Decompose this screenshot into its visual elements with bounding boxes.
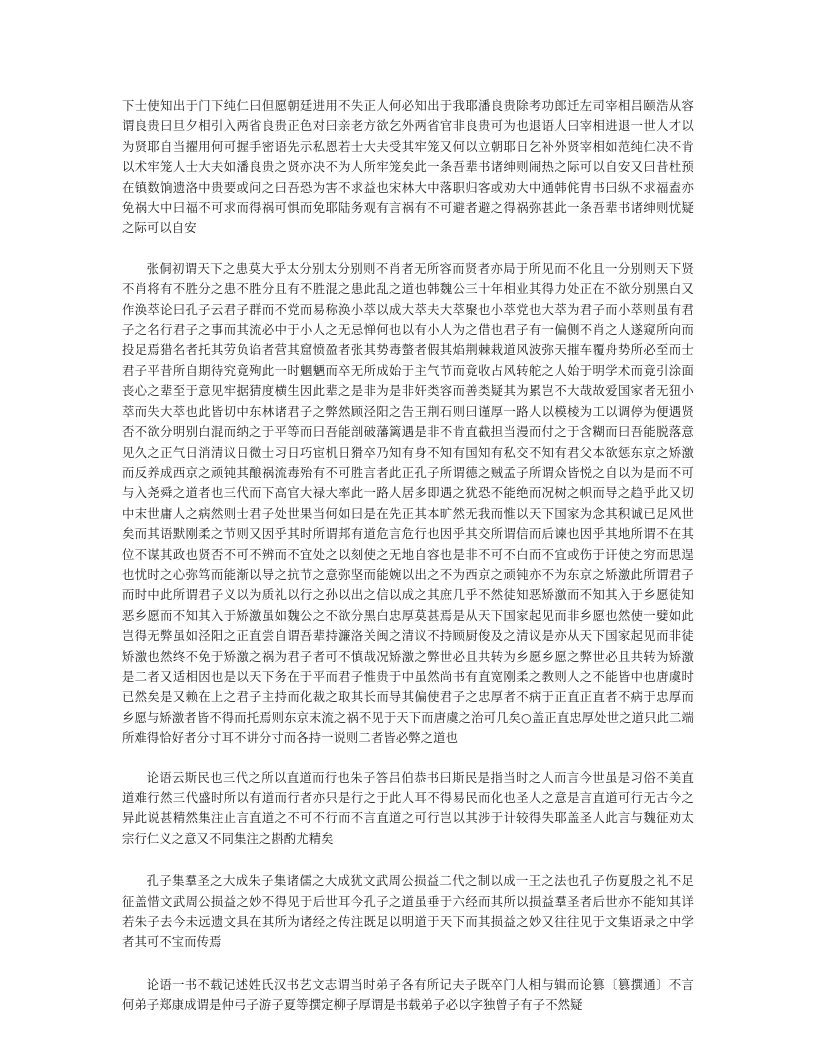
paragraph-1: 下士使知出于门下纯仁曰但愿朝廷进用不失正人何必知出于我耶潘良贵除考功郎迁左司宰相吕颐浩从容谓良贵曰旦夕相引入两省良贵正色对曰亲老方欲乞外两省官非良贵可为也退语人曰宰相进退一世人才以为贤耶自当擢用何可握手密语先示私恩若士大夫受其牢笼又何以立朝耶日乞补外贤宰相如范纯仁决不肯以术牢笼人士大夫如潘良贵之贤亦决不为人所牢笼矣此一条吾辈书诸绅则闹热之际可以自安又曰昔杜预在镇数饷遗洛中贵要或问之曰吾恐为害不求益也宋林大中落职归客或劝大中通韩侂胄书曰纵不求福盍亦免祸大中曰福不可求而得祸可惧而免耶陆务观有言祸有不可避者避之得祸弥甚此一条吾辈书诸绅则忧疑之际可以自安	[122, 99, 694, 236]
document-body	[122, 96, 694, 1016]
paragraph-3: 论语云斯民也三代之所以直道而行也朱子答吕伯恭书曰斯民是指当时之人而言今世虽是习俗不美直道难行然三代盛时所以有道而行者亦只是行之于此人耳不得易民而化也圣人之意是言直道可行无古今之异此说甚精然集注止言直道之不可不行而不言直道之可行岂以其涉于计较得失耶盖圣人此言与魏征劝太宗行仁义之意又不同集注之斟酌尤精矣	[122, 770, 694, 846]
paragraph-2: 张侗初谓天下之患莫大乎太分别太分别则不肖者无所容而贤者亦局于所见而不化且一分别则天下贤不肖将有不胜分之患不胜分且有不胜混之患此乱之道也韩魏公三十年相业其得力处正在不欲分别黑白又作涣萃论曰孔子云君子群而不党而易称涣小萃以成大萃夫大萃聚也小萃党也大萃为君子而小萃则虽有君子之名行君子之事而其流必中于小人之无忌惮何也以有小人为之借也君子有一偏侧不肖之人遂窥所向而投足焉猎名者托其劳负谄者营其窟愤盈者张其势毒螫者假其焰荆棘栽道风波弥天摧车覆舟势所必至而士君子平昔所自期待究竟殉此一时魍魉而卒无所成始于主气节而竟收占风转舵之人始于明学术而竟引涂面丧心之辈至于意见牢据猜度横生因此辈之是非为是非奸类容而善类疑其为累岂不大哉故爱国家者无狃小萃而失大萃也此皆切中东林诸君子之弊然顾泾阳之告王荆石则曰谨厚一路人以模棱为工以调停为便遇贤否不欲分明别白混而纳之于平等而曰吾能剖破藩篱遇是非不肯直截担当漫而付之于含糊而曰吾能脱落意见久之正气日消清议日微士习日巧宦机日猾卒乃知有身不知有国知有私交不知有君父本欲惩东京之矫激而反养成西京之顽钝其酿祸流毒殆有不可胜言者此正孔子所谓德之贼孟子所谓众皆悦之自以为是而不可与入尧舜之道者也三代而下高官大禄大率此一路人居多即遇之犹恐不能绝而况树之帜而导之趋乎此又切中末世庸人之病然则士君子处世果当何如曰是在先正其本旷然无我而惟以天下国家为念其积诚已足风世矣而其语默刚柔之节则又因乎其时所谓邦有道危言危行也因乎其交所谓信而后谏也因乎其地所谓不在其位不谋其政也贤否不可不辨而不宜处之以刻使之无地自容也是非不可不白而不宜或伤于讦使之穷而思逞也忧时之心弥笃而能渐以导之抗节之意弥坚而能婉以出之不为西京之顽钝亦不为东京之矫激此所谓君子而时中此所谓君子义以为质礼以行之孙以出之信以成之其庶几乎不然徒知恶矫激而不知其入于乡愿徒知恶乡愿而不知其入于矫激虽如魏公之不欲分黑白忠厚莫甚焉是从天下国家起见而非乡愿也然使一嬖如此岂得无弊虽如泾阳之正直尝自谓吾辈持濂洛关闽之清议不持顾厨俊及之清议是亦从天下国家起见而非徒矫激也然终不免于矫激之祸为君子者可不慎哉况矫激之弊世必且共转为乡愿乡愿之弊世必且共转为矫激是二者又适相因也是以天下务在于平而君子惟贵于中虽然尚书有直宽刚柔之教则人之不能皆中也唐虞时已然矣是又赖在上之君子主持而化裁之取其长而导其偏使君子之忠厚者不病于正直正直者不病于忠厚而乡愿与矫激者皆不得而托焉则东京末流之祸不见于天下而唐虞之治可几矣○盖正直忠厚处世之道只此二端所难得恰好者分寸耳不讲分寸而各持一说则二者皆必弊之道也	[122, 261, 694, 746]
paragraph-5: 论语一书不载记述姓氏汉书艺文志谓当时弟子各有所记夫子既卒门人相与辑而论篡〔篡撰通〕不言何弟子郑康成谓是仲弓子游子夏等撰定柳子厚谓是书载弟子必以字独曾子有子不然疑	[122, 977, 694, 1013]
paragraph-4: 孔子集羣圣之大成朱子集诸儒之大成犹文武周公损益二代之制以成一王之法也孔子伤夏殷之礼不足征盖惜文武周公损益之妙不得见于后世耳今孔子之道虽垂于六经而其所以损益羣圣者后世亦不能知其详若朱子去今未远遗文具在其所为诸经之传注既足以明道于天下而其损益之妙又往往见于文集语录之中学者其可不宝而传焉	[122, 874, 694, 950]
